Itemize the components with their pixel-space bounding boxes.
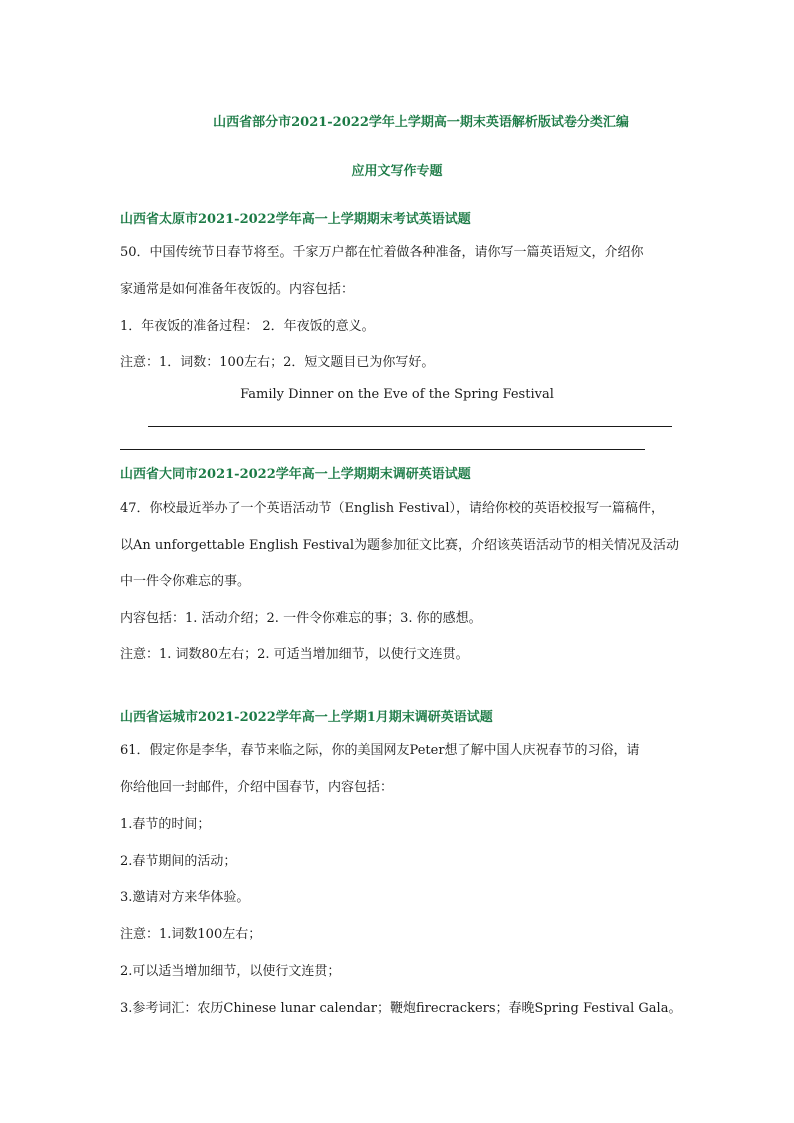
- question-text-line: 2.可以适当增加细节，以使行文连贯；: [120, 964, 341, 979]
- question-text-line: 家通常是如何准备年夜饭的。内容包括：: [120, 282, 355, 297]
- section-heading-yuncheng: 山西省运城市2021-2022学年高一上学期1月期末调研英语试题: [120, 710, 493, 725]
- document-title: 山西省部分市2021-2022学年上学期高一期末英语解析版试卷分类汇编: [213, 115, 629, 130]
- question-text-line: 注意：1.词数100左右；: [120, 927, 262, 942]
- question-text-line: 1.春节的时间；: [120, 817, 211, 832]
- writing-line: [148, 426, 672, 427]
- question-text-line: 2.春节期间的活动；: [120, 854, 237, 869]
- writing-line: [120, 449, 645, 450]
- question-text-line: 你给他回一封邮件，介绍中国春节，内容包括：: [120, 780, 394, 795]
- document-subtitle: 应用文写作专题: [351, 164, 443, 179]
- question-text-line: 注意：1．词数：100左右；2．短文题目已为你写好。: [120, 355, 435, 370]
- question-text-line: 以An unforgettable English Festival为题参加征文比赛，介绍该英语活动节的相关情况及活动: [120, 538, 679, 553]
- section-heading-datong: 山西省大同市2021-2022学年高一上学期期末调研英语试题: [120, 467, 471, 482]
- question-text-line: 1．年夜饭的准备过程： 2．年夜饭的意义。: [120, 319, 375, 334]
- section-heading-taiyuan: 山西省太原市2021-2022学年高一上学期期末考试英语试题: [120, 212, 471, 227]
- question-text-line: 中一件令你难忘的事。: [120, 574, 251, 589]
- essay-title: Family Dinner on the Eve of the Spring Festival: [240, 387, 554, 402]
- question-text-line: 3.参考词汇：农历Chinese lunar calendar；鞭炮firecrackers；春晚Spring Festival Gala。: [120, 1001, 682, 1016]
- question-text-line: 47．你校最近举办了一个英语活动节（English Festival），请给你校的英语校报写一篇稿件，: [120, 501, 665, 516]
- question-text-line: 3.邀请对方来华体验。: [120, 890, 250, 905]
- question-text-line: 内容包括：1. 活动介绍；2. 一件令你难忘的事；3. 你的感想。: [120, 611, 482, 626]
- question-text-line: 50．中国传统节日春节将至。千家万户都在忙着做各种准备，请你写一篇英语短文，介绍你: [120, 245, 644, 260]
- question-text-line: 注意：1. 词数80左右；2. 可适当增加细节，以使行文连贯。: [120, 647, 469, 662]
- question-text-line: 61．假定你是李华，春节来临之际，你的美国网友Peter想了解中国人庆祝春节的习俗，请: [120, 743, 640, 758]
